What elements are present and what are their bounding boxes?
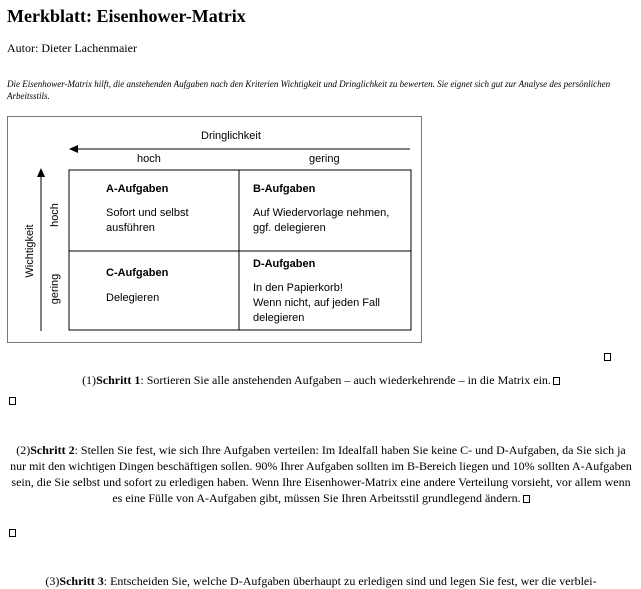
cell-c-title: C-Aufgaben [106,267,169,279]
step-3-text: : Entscheiden Sie, welche D-Aufgaben überhaupt zu erledigen sind und legen Sie fest, wer die verblei- [103,574,597,588]
step-3-prefix: (3) [45,574,60,588]
step-2-paragraph [7,442,635,506]
step-2-text: : Stellen Sie fest, wie sich Ihre Aufgaben verteilen: Im Idealfall haben Sie keine C- und D-Aufgaben, da Sie sich ja nur mit den wichtigen Dingen beschäftigen sollen. 90% Ihrer Aufgaben sollten im B-Bereich liegen und 10% sollten A-Aufgaben sein, die Sie selbst und sofort zu erledigen haben. Wenn Ihre Eisenhower-Matrix eine andere Verteilung vorsieht, vor allem wenn es eine Fülle von A-Aufgaben gibt, müssen Sie Ihren Arbeitsstil grundlegend ändern. [10,443,632,505]
placeholder-glyph [604,353,611,361]
cell-d-line2: Wenn nicht, auf jeden Fall [253,297,380,309]
intro-paragraph: Die Eisenhower-Matrix hilft, die anstehenden Aufgaben nach den Kriterien Wichtigkeit und Dringlichkeit zu bewerten. Sie eignet sich gut zur Analyse des persönlichen Arbeitsstils. [7,79,611,101]
step-2-label: Schritt 2 [30,443,75,457]
step-2-prefix: (2) [16,443,31,457]
urgency-arrow-head [69,145,78,153]
placeholder-glyph [523,495,530,503]
step-1-prefix: (1) [82,373,97,387]
step-3-paragraph [7,573,635,589]
cell-b-line1: Auf Wiedervorlage nehmen, [253,207,390,219]
row-low-label: gering [49,273,61,305]
cell-a-title: A-Aufgaben [106,183,169,195]
importance-axis-label: Wichtigkeit [24,224,36,278]
cell-d-title: D-Aufgaben [253,258,316,270]
cell-d-line3: delegieren [253,312,305,324]
row-high-label: hoch [49,203,61,227]
placeholder-glyph [553,377,560,385]
column-high-label: hoch [137,153,161,165]
eisenhower-matrix-figure [7,116,422,343]
importance-arrow-head [37,168,45,177]
column-low-label: gering [309,153,340,165]
page-title: Merkblatt: Eisenhower-Matrix [7,6,246,26]
placeholder-glyph [9,529,16,537]
placeholder-glyph [9,397,16,405]
cell-c-line1: Delegieren [106,292,160,304]
cell-d-line1: In den Papierkorb! [253,282,343,294]
step-3-label: Schritt 3 [59,574,104,588]
urgency-axis-label: Dringlichkeit [201,130,261,142]
author-line: Autor: Dieter Lachenmaier [7,41,137,55]
cell-b-title: B-Aufgaben [253,183,316,195]
step-1-paragraph [7,372,635,388]
cell-a-line2: ausführen [106,222,155,234]
step-1-text: : Sortieren Sie alle anstehenden Aufgaben – auch wiederkehrende – in die Matrix ein. [140,373,551,387]
cell-a-line1: Sofort und selbst [106,207,189,219]
step-1-label: Schritt 1 [96,373,141,387]
cell-b-line2: ggf. delegieren [253,222,326,234]
